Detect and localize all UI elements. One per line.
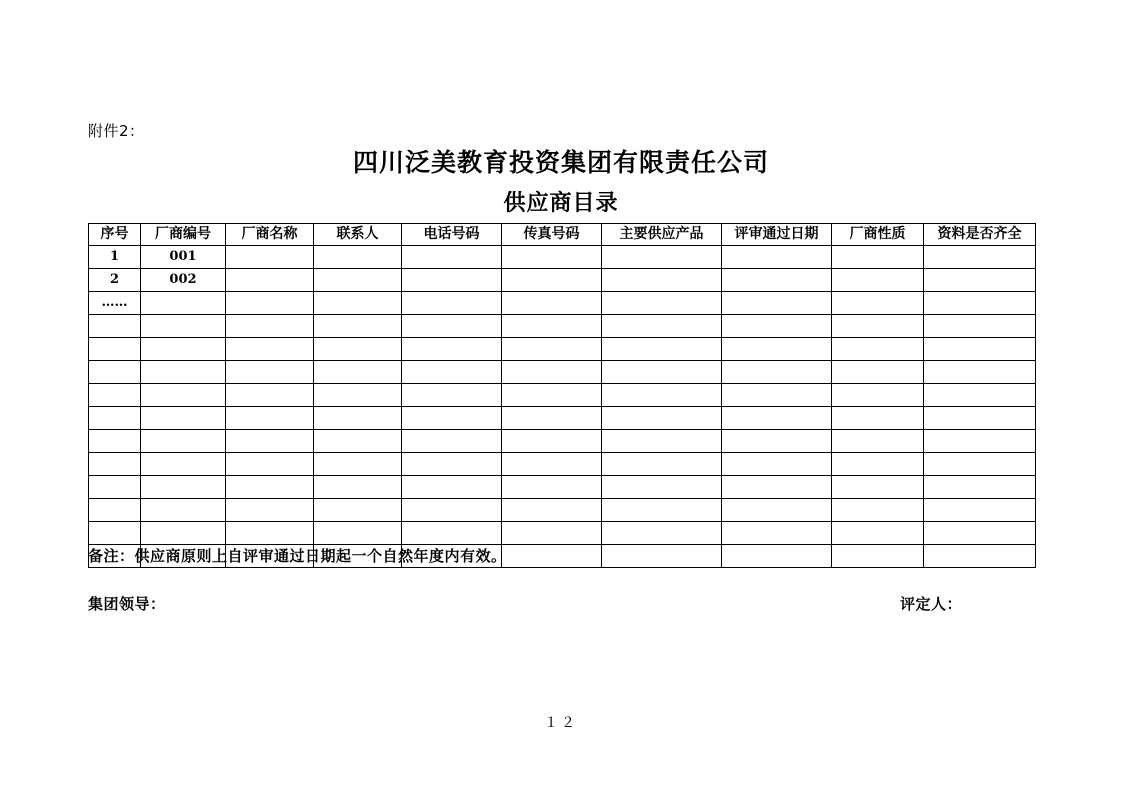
- table-row: [89, 361, 1036, 384]
- table-row: [89, 430, 1036, 453]
- table-cell[interactable]: [832, 269, 924, 292]
- table-cell[interactable]: [502, 292, 602, 315]
- table-cell[interactable]: [141, 384, 226, 407]
- table-cell[interactable]: [924, 499, 1036, 522]
- table-cell[interactable]: [832, 246, 924, 269]
- table-cell[interactable]: [832, 407, 924, 430]
- column-header-0: 序号: [89, 224, 141, 246]
- column-header-8: 厂商性质: [832, 224, 924, 246]
- table-cell[interactable]: [722, 522, 832, 545]
- table-cell[interactable]: [502, 338, 602, 361]
- table-cell[interactable]: [722, 407, 832, 430]
- table-cell[interactable]: 002: [141, 269, 226, 292]
- table-cell[interactable]: [314, 269, 402, 292]
- table-cell[interactable]: [602, 269, 722, 292]
- table-cell[interactable]: [89, 407, 141, 430]
- table-cell[interactable]: [832, 545, 924, 568]
- table-header: [89, 224, 1036, 246]
- table-cell[interactable]: [924, 407, 1036, 430]
- table-cell[interactable]: [226, 315, 314, 338]
- table-row: [89, 499, 1036, 522]
- table-cell[interactable]: [502, 315, 602, 338]
- table-cell[interactable]: [924, 269, 1036, 292]
- table-cell[interactable]: [141, 361, 226, 384]
- table-row: [89, 338, 1036, 361]
- table-cell[interactable]: [924, 246, 1036, 269]
- table-cell[interactable]: [722, 292, 832, 315]
- table-cell[interactable]: [602, 476, 722, 499]
- table-cell[interactable]: [924, 545, 1036, 568]
- table-cell[interactable]: [402, 315, 502, 338]
- table-cell[interactable]: [502, 407, 602, 430]
- table-cell[interactable]: [602, 430, 722, 453]
- table-row: [89, 476, 1036, 499]
- table-row: [89, 384, 1036, 407]
- table-cell[interactable]: [141, 476, 226, 499]
- column-header-5: 传真号码: [502, 224, 602, 246]
- table-cell[interactable]: [402, 522, 502, 545]
- table-row: [89, 453, 1036, 476]
- table-cell[interactable]: [502, 430, 602, 453]
- table-cell[interactable]: [141, 430, 226, 453]
- table-row: [89, 315, 1036, 338]
- table-cell[interactable]: [226, 453, 314, 476]
- table-cell[interactable]: [141, 407, 226, 430]
- table-row: [89, 246, 1036, 269]
- table-cell[interactable]: [502, 545, 602, 568]
- table-cell[interactable]: 001: [141, 246, 226, 269]
- table-cell[interactable]: [722, 361, 832, 384]
- table-cell[interactable]: [226, 476, 314, 499]
- table-cell[interactable]: [226, 407, 314, 430]
- table-cell[interactable]: [722, 269, 832, 292]
- table-cell[interactable]: [602, 315, 722, 338]
- table-cell[interactable]: [226, 292, 314, 315]
- table-cell[interactable]: [226, 338, 314, 361]
- table-cell[interactable]: [832, 522, 924, 545]
- table-cell[interactable]: ……: [89, 292, 141, 315]
- table-row: [89, 269, 1036, 292]
- table-cell[interactable]: [314, 522, 402, 545]
- table-cell[interactable]: [924, 453, 1036, 476]
- page-subtitle: 供应商目录: [503, 190, 619, 216]
- table-cell[interactable]: [402, 430, 502, 453]
- table-cell[interactable]: [314, 384, 402, 407]
- table-cell[interactable]: [402, 499, 502, 522]
- table-cell[interactable]: [502, 453, 602, 476]
- table-cell[interactable]: [226, 361, 314, 384]
- page-number: １２: [544, 715, 578, 731]
- table-cell[interactable]: [402, 407, 502, 430]
- table-cell[interactable]: [602, 246, 722, 269]
- table-cell[interactable]: [722, 453, 832, 476]
- table-cell[interactable]: [402, 292, 502, 315]
- table-cell[interactable]: [89, 361, 141, 384]
- table-cell[interactable]: [602, 384, 722, 407]
- table-cell[interactable]: [314, 338, 402, 361]
- table-row: [89, 407, 1036, 430]
- table-cell[interactable]: [602, 545, 722, 568]
- supplier-table-container: [88, 223, 1035, 568]
- column-header-7: 评审通过日期: [722, 224, 832, 246]
- table-cell[interactable]: [314, 292, 402, 315]
- table-cell[interactable]: [722, 545, 832, 568]
- table-cell[interactable]: [402, 453, 502, 476]
- signature-evaluator: 评定人：: [900, 595, 963, 613]
- table-cell[interactable]: [502, 476, 602, 499]
- page-title: 四川泛美教育投资集团有限责任公司: [352, 148, 769, 177]
- table-cell[interactable]: [89, 315, 141, 338]
- table-cell[interactable]: [832, 384, 924, 407]
- table-cell[interactable]: [314, 476, 402, 499]
- table-cell[interactable]: [924, 430, 1036, 453]
- table-cell[interactable]: [502, 246, 602, 269]
- supplier-table: [88, 223, 1036, 568]
- table-cell[interactable]: [226, 384, 314, 407]
- table-cell[interactable]: [502, 522, 602, 545]
- table-cell[interactable]: [832, 430, 924, 453]
- table-cell[interactable]: [226, 430, 314, 453]
- table-cell[interactable]: [502, 269, 602, 292]
- table-cell[interactable]: [226, 246, 314, 269]
- table-cell[interactable]: [502, 361, 602, 384]
- table-cell[interactable]: [924, 476, 1036, 499]
- table-cell[interactable]: [832, 361, 924, 384]
- table-cell[interactable]: [602, 361, 722, 384]
- table-cell[interactable]: [226, 269, 314, 292]
- table-cell[interactable]: [141, 453, 226, 476]
- table-cell[interactable]: [314, 246, 402, 269]
- table-cell[interactable]: [924, 384, 1036, 407]
- table-cell[interactable]: [924, 522, 1036, 545]
- table-note: 备注：供应商原则上自评审通过日期起一个自然年度内有效。: [88, 547, 507, 565]
- table-cell[interactable]: [722, 476, 832, 499]
- table-cell[interactable]: [832, 338, 924, 361]
- column-header-4: 电话号码: [402, 224, 502, 246]
- table-cell[interactable]: [141, 338, 226, 361]
- table-cell[interactable]: [722, 384, 832, 407]
- table-cell[interactable]: [402, 269, 502, 292]
- table-cell[interactable]: [226, 499, 314, 522]
- table-cell[interactable]: [89, 430, 141, 453]
- table-cell[interactable]: [602, 453, 722, 476]
- signature-group-leader: 集团领导：: [88, 595, 166, 613]
- column-header-2: 厂商名称: [226, 224, 314, 246]
- table-cell[interactable]: [602, 522, 722, 545]
- table-cell[interactable]: 1: [89, 246, 141, 269]
- table-cell[interactable]: [832, 453, 924, 476]
- table-cell[interactable]: [226, 522, 314, 545]
- table-cell[interactable]: [402, 361, 502, 384]
- table-cell[interactable]: [402, 246, 502, 269]
- table-cell[interactable]: [722, 246, 832, 269]
- table-cell[interactable]: [402, 338, 502, 361]
- table-cell[interactable]: [89, 499, 141, 522]
- table-cell[interactable]: [832, 476, 924, 499]
- table-cell[interactable]: [722, 430, 832, 453]
- table-cell[interactable]: [141, 315, 226, 338]
- table-cell[interactable]: 2: [89, 269, 141, 292]
- table-cell[interactable]: [89, 522, 141, 545]
- table-body: [89, 246, 1036, 568]
- table-row: [89, 292, 1036, 315]
- table-cell[interactable]: [602, 407, 722, 430]
- table-cell[interactable]: [602, 292, 722, 315]
- table-header-row: [89, 224, 1036, 246]
- table-cell[interactable]: [141, 522, 226, 545]
- column-header-6: 主要供应产品: [602, 224, 722, 246]
- table-cell[interactable]: [722, 499, 832, 522]
- table-cell[interactable]: [924, 338, 1036, 361]
- column-header-3: 联系人: [314, 224, 402, 246]
- table-cell[interactable]: [141, 292, 226, 315]
- table-cell[interactable]: [924, 315, 1036, 338]
- table-cell[interactable]: [314, 499, 402, 522]
- table-cell[interactable]: [314, 315, 402, 338]
- table-cell[interactable]: [602, 499, 722, 522]
- table-cell[interactable]: [314, 430, 402, 453]
- table-cell[interactable]: [314, 453, 402, 476]
- table-cell[interactable]: [89, 476, 141, 499]
- table-cell[interactable]: [924, 361, 1036, 384]
- table-cell[interactable]: [722, 338, 832, 361]
- table-cell[interactable]: [722, 315, 832, 338]
- column-header-1: 厂商编号: [141, 224, 226, 246]
- table-cell[interactable]: [502, 499, 602, 522]
- table-cell[interactable]: [314, 361, 402, 384]
- attachment-label: 附件2：: [88, 122, 145, 140]
- table-row: [89, 522, 1036, 545]
- table-cell[interactable]: [141, 499, 226, 522]
- table-cell[interactable]: [89, 338, 141, 361]
- table-cell[interactable]: [924, 292, 1036, 315]
- table-cell[interactable]: [832, 315, 924, 338]
- table-cell[interactable]: [89, 453, 141, 476]
- table-cell[interactable]: [832, 292, 924, 315]
- table-cell[interactable]: [502, 384, 602, 407]
- table-cell[interactable]: [832, 499, 924, 522]
- table-cell[interactable]: [602, 338, 722, 361]
- table-cell[interactable]: [314, 407, 402, 430]
- table-cell[interactable]: [89, 384, 141, 407]
- table-cell[interactable]: [402, 476, 502, 499]
- table-cell[interactable]: [402, 384, 502, 407]
- column-header-9: 资料是否齐全: [924, 224, 1036, 246]
